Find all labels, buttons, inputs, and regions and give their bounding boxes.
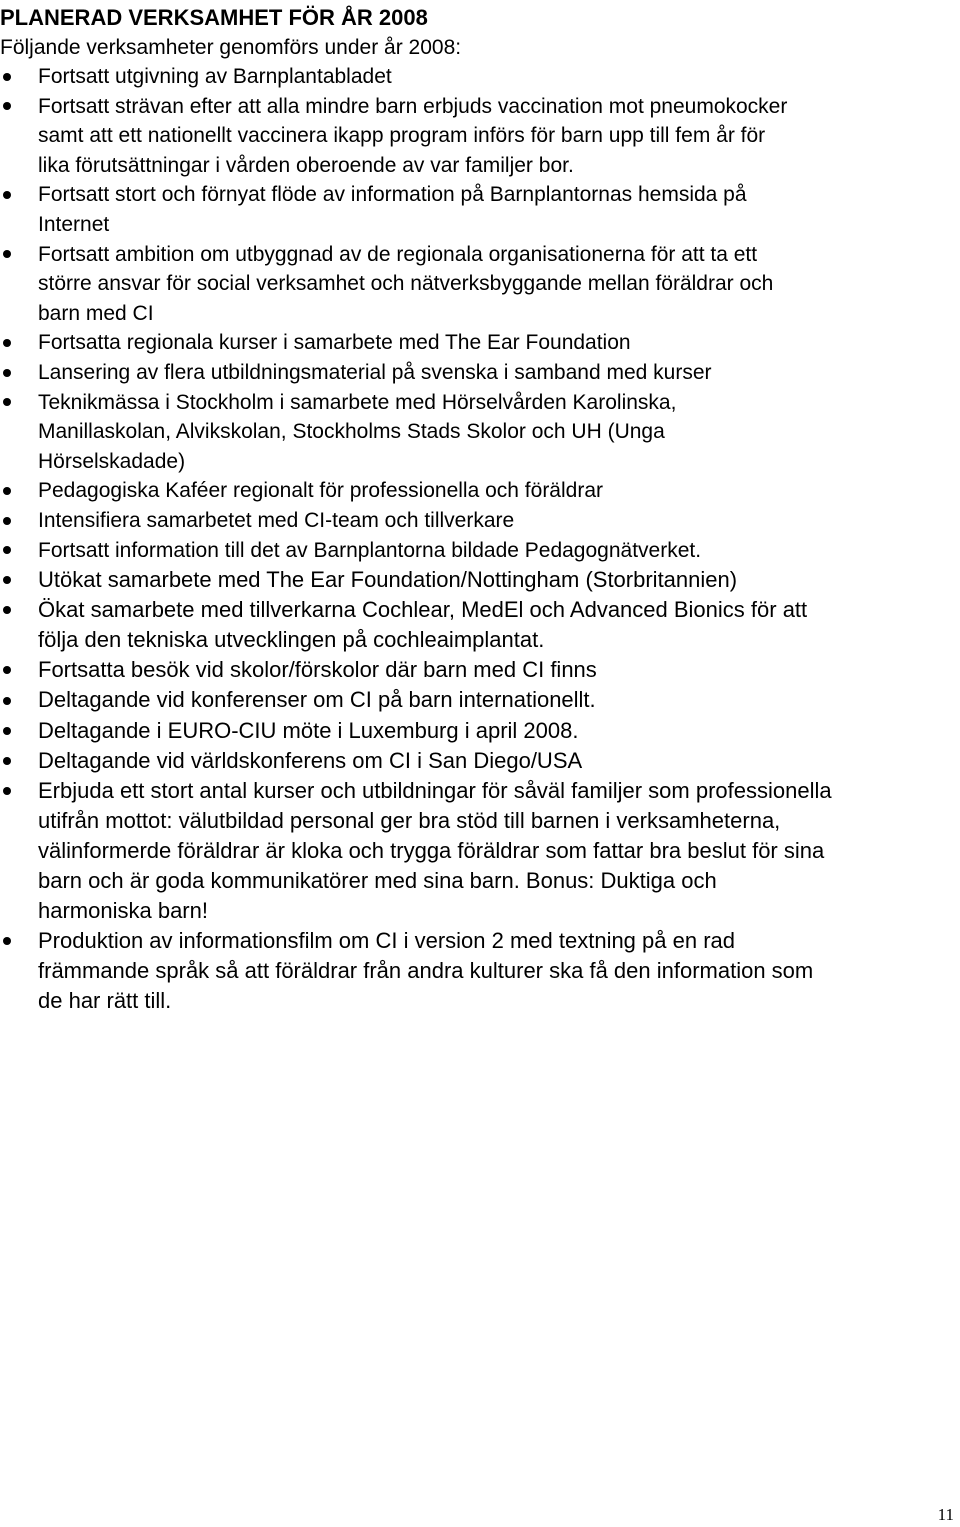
- list-item: [0, 388, 960, 477]
- list-item: [0, 506, 960, 536]
- list-item: [0, 536, 960, 566]
- list-item-text: Deltagande vid konferenser om CI på barn internationellt.: [38, 687, 596, 713]
- list-item: [0, 595, 960, 655]
- list-item-text: Fortsatt strävan efter att alla mindre barn erbjuds vaccination mot pneumokocker samt att ett nationellt vaccinera ikapp program införs för barn upp till fem år för lika förutsättningar i vården oberoende av var familjer bor.: [38, 94, 788, 177]
- list-item: [0, 685, 960, 715]
- list-item-text: Deltagande i EURO-CIU möte i Luxemburg i april 2008.: [38, 717, 579, 743]
- activity-list: [0, 62, 960, 1017]
- list-item: [0, 746, 960, 776]
- bullet-icon: [1, 328, 13, 358]
- list-item: [0, 776, 960, 926]
- bullet-icon: [1, 240, 13, 270]
- bullet-icon: [1, 746, 13, 776]
- list-item: [0, 92, 960, 181]
- list-item-text: Lansering av flera utbildningsmaterial på svenska i samband med kurser: [38, 360, 712, 384]
- bullet-icon: [1, 565, 13, 595]
- bullet-icon: [1, 180, 13, 210]
- list-item-text: Fortsatt information till det av Barnplantorna bildade Pedagognätverket.: [38, 538, 702, 562]
- intro-text: Följande verksamheter genomförs under år 2008:: [0, 36, 462, 59]
- list-item-text: Teknikmässa i Stockholm i samarbete med Hörselvården Karolinska, Manillaskolan, Alvikskolan, Stockholms Stads Skolor och UH (Unga Hörselskadade): [38, 390, 677, 473]
- list-item-text: Ökat samarbete med tillverkarna Cochlear, MedEl och Advanced Bionics för att följa den tekniska utvecklingen på cochleaimplantat.: [38, 597, 808, 653]
- bullet-icon: [1, 685, 13, 715]
- list-item: [0, 358, 960, 388]
- bullet-icon: [1, 476, 13, 506]
- list-item-text: Fortsatt ambition om utbyggnad av de regionala organisationerna för att ta ett större ansvar för social verksamhet och nätverksbyggande mellan föräldrar och barn med CI: [38, 242, 774, 325]
- list-item-text: Deltagande vid världskonferens om CI i San Diego/USA: [38, 747, 583, 773]
- bullet-icon: [1, 655, 13, 685]
- bullet-icon: [1, 506, 13, 536]
- list-item: [0, 180, 960, 239]
- list-item-text: Erbjuda ett stort antal kurser och utbildningar för såväl familjer som professionella utifrån mottot: välutbildad personal ger bra stöd till barnen i verksamheterna, välinformerde föräldrar är kloka och trygga föräldrar som fattar bra beslut för sina barn och är goda kommunikatörer med sina barn. Bonus: Duktiga och harmoniska barn!: [38, 777, 832, 924]
- list-item-text: Produktion av informationsfilm om CI i version 2 med textning på en rad främmande språk så att föräldrar från andra kulturer ska få den information som de har rätt till.: [38, 928, 814, 1014]
- list-item: [0, 655, 960, 685]
- bullet-icon: [1, 358, 13, 388]
- bullet-icon: [1, 92, 13, 122]
- list-item: [0, 328, 960, 358]
- bullet-icon: [1, 595, 13, 625]
- list-item-text: Fortsatta regionala kurser i samarbete med The Ear Foundation: [38, 331, 631, 355]
- list-item-text: Utökat samarbete med The Ear Foundation/Nottingham (Storbritannien): [38, 567, 738, 593]
- bullet-icon: [1, 536, 13, 566]
- bullet-icon: [1, 926, 13, 956]
- bullet-icon: [1, 62, 13, 92]
- list-item: [0, 62, 960, 92]
- page-heading: PLANERAD VERKSAMHET FÖR ÅR 2008: [0, 5, 428, 30]
- bullet-icon: [1, 776, 13, 806]
- list-item: [0, 565, 960, 595]
- list-item: [0, 926, 960, 1016]
- list-item-text: Fortsatt stort och förnyat flöde av information på Barnplantornas hemsida på Internet: [38, 183, 747, 236]
- list-item: [0, 240, 960, 329]
- page-number: 11: [937, 1505, 954, 1524]
- list-item: [0, 476, 960, 506]
- bullet-icon: [1, 388, 13, 418]
- list-item-text: Fortsatta besök vid skolor/förskolor där barn med CI finns: [38, 657, 597, 683]
- list-item: [0, 716, 960, 746]
- bullet-icon: [1, 716, 13, 746]
- list-item-text: Fortsatt utgivning av Barnplantabladet: [38, 65, 392, 88]
- list-item-text: Pedagogiska Kaféer regionalt för professionella och föräldrar: [38, 479, 604, 503]
- list-item-text: Intensifiera samarbetet med CI-team och tillverkare: [38, 508, 515, 532]
